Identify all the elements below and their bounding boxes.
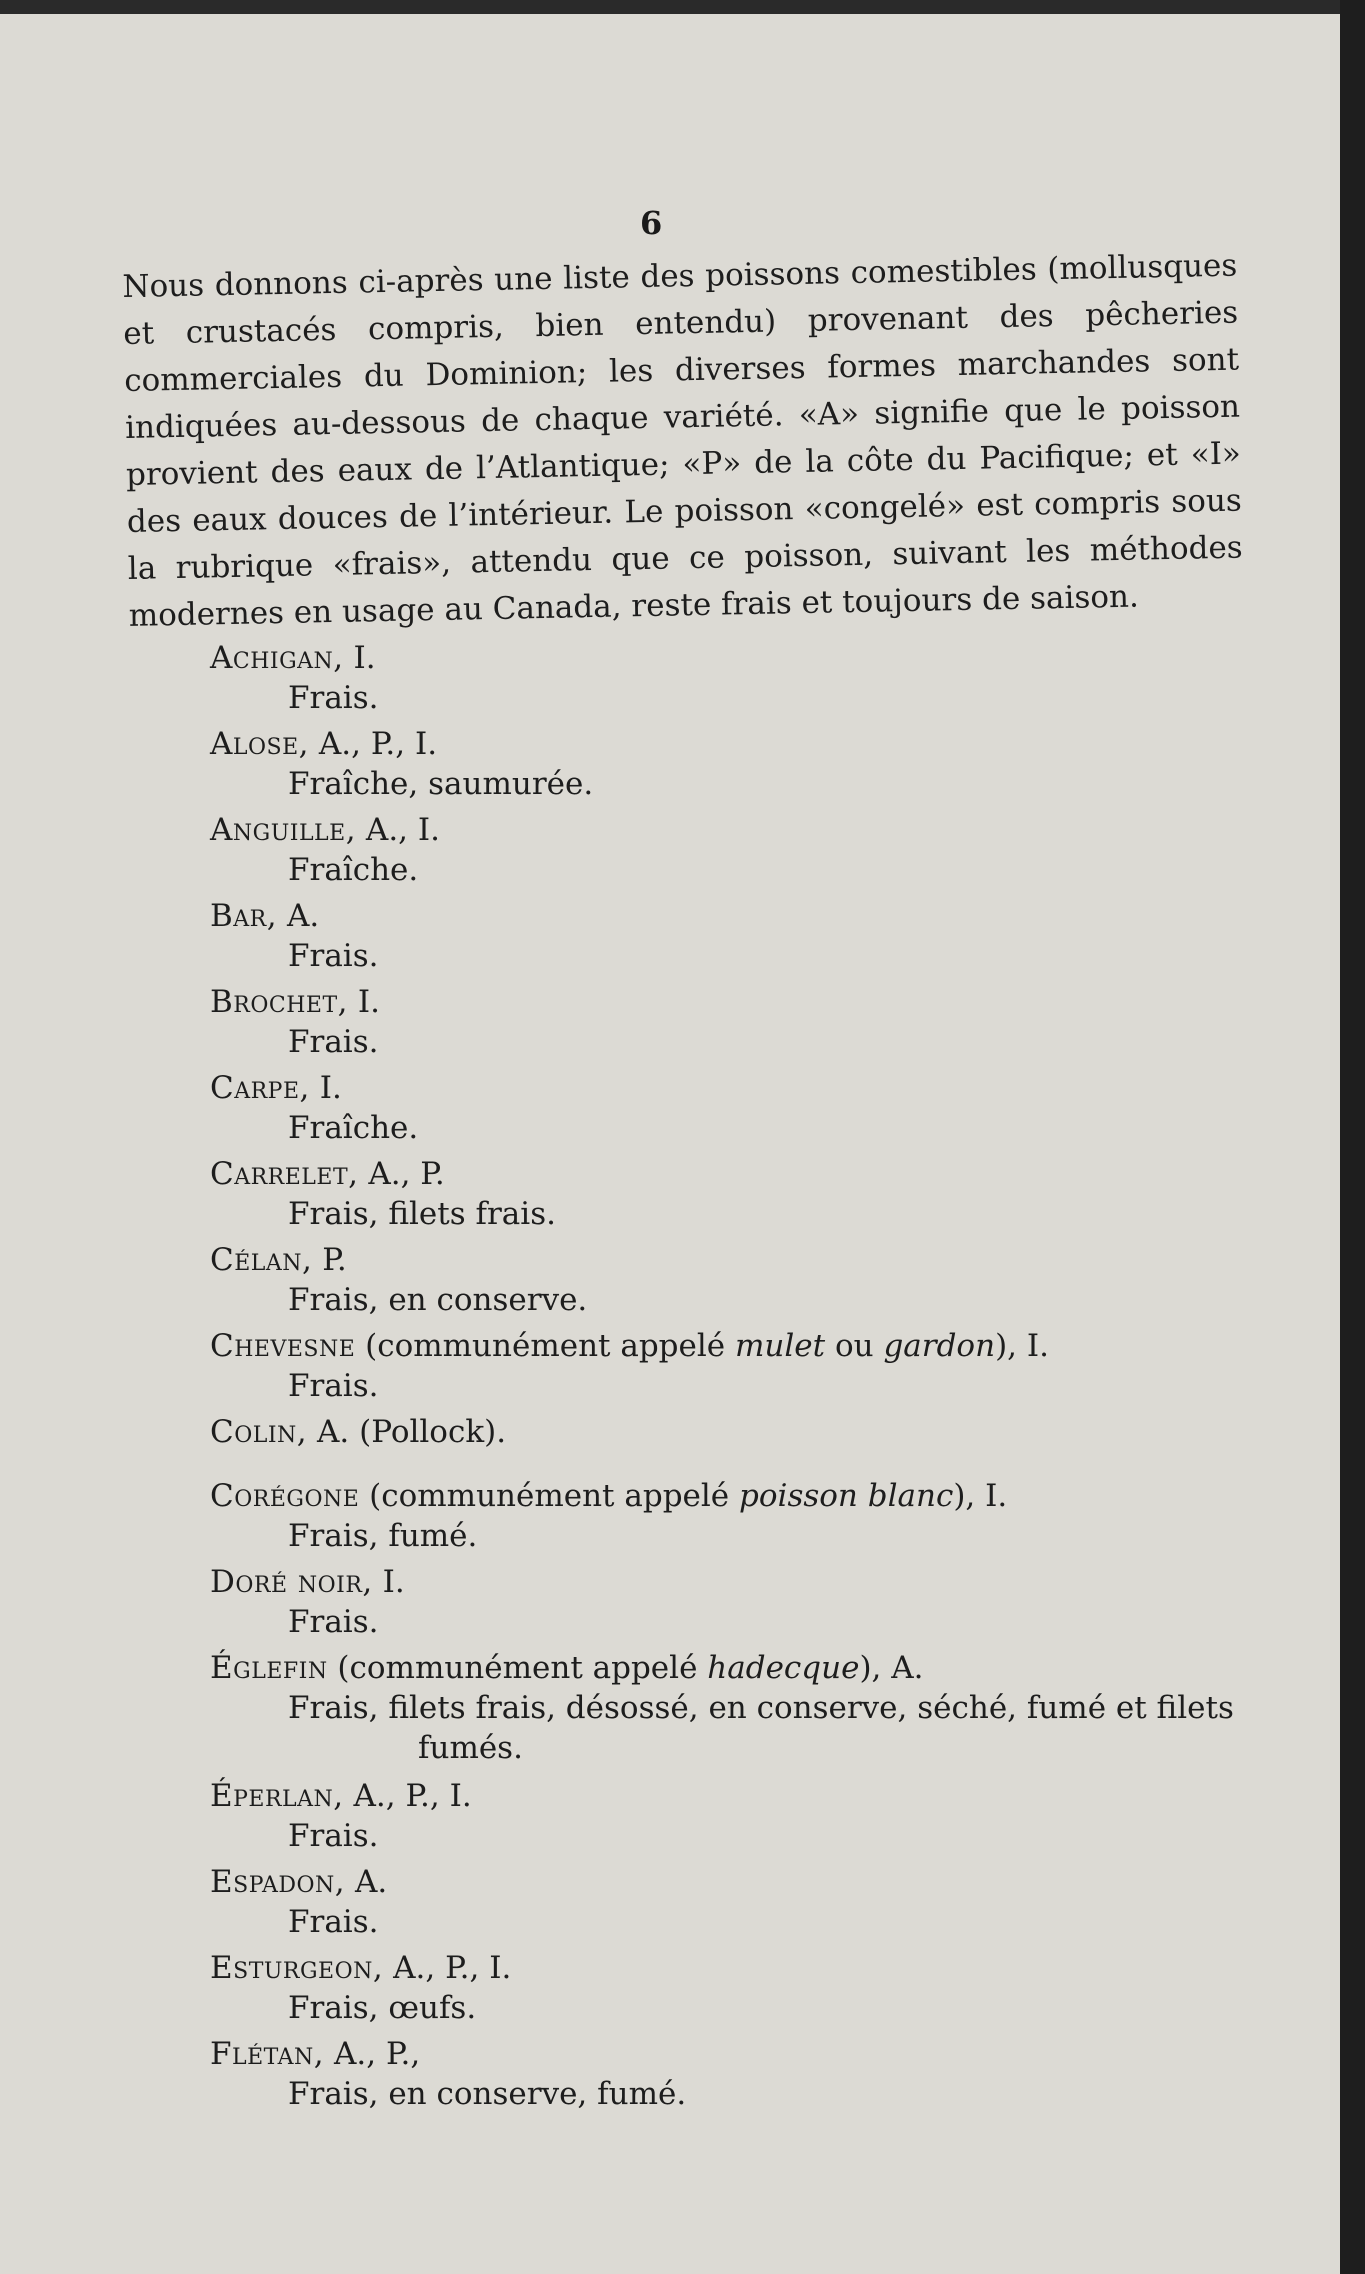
fish-name: Corégone — [210, 1478, 360, 1514]
fish-common-name: mulet — [735, 1328, 826, 1364]
fish-common-name: poisson blanc — [739, 1478, 954, 1514]
list-item — [210, 1648, 1270, 1776]
fish-list — [210, 638, 1270, 2120]
fish-name: Espadon, — [210, 1864, 346, 1900]
fish-name: Doré noir, — [210, 1564, 373, 1600]
fish-origin: A., P. — [358, 1156, 445, 1192]
fish-name: Éperlan, — [210, 1778, 344, 1814]
fish-forms: Frais. — [288, 680, 379, 716]
fish-origin: A., P., I. — [309, 726, 438, 762]
fish-origin: A., I. — [356, 812, 440, 848]
list-item — [210, 1240, 1270, 1326]
fish-forms: Frais, filets frais, désossé, en conserve, séché, fumé et filets — [288, 1690, 1234, 1726]
list-item — [210, 1476, 1270, 1562]
fish-name: Colin, — [210, 1414, 308, 1450]
fish-name: Églefin — [210, 1650, 328, 1686]
fish-note: ou — [825, 1328, 884, 1364]
fish-origin: A., P., I. — [383, 1950, 512, 1986]
fish-common-name: hadecque — [707, 1650, 860, 1686]
fish-forms: Frais. — [288, 1818, 379, 1854]
fish-note: (communément appelé — [359, 1478, 740, 1514]
fish-note: (communément appelé — [327, 1650, 708, 1686]
fish-name: Flétan, — [210, 2036, 325, 2072]
list-item — [210, 810, 1270, 896]
fish-origin: A., P., I. — [343, 1778, 472, 1814]
fish-origin: I. — [343, 640, 376, 676]
list-item — [210, 724, 1270, 810]
list-item — [210, 1776, 1270, 1862]
fish-forms: Fraîche. — [288, 1110, 419, 1146]
list-item — [210, 1412, 1270, 1476]
fish-origin: A. — [881, 1650, 924, 1686]
fish-forms: Frais, œufs. — [288, 1990, 477, 2026]
fish-name: Esturgeon, — [210, 1950, 384, 1986]
fish-forms: Frais, filets frais. — [288, 1196, 556, 1232]
fish-name: Brochet, — [210, 984, 348, 1020]
fish-origin: A. — [277, 898, 320, 934]
fish-origin: I. — [348, 984, 380, 1020]
fish-origin: A. (Pollock). — [307, 1414, 507, 1450]
fish-note: ), — [859, 1650, 882, 1686]
fish-forms: Frais. — [288, 1024, 379, 1060]
list-item — [210, 638, 1270, 724]
fish-forms: Frais. — [288, 1368, 379, 1404]
fish-name: Carrelet, — [210, 1156, 359, 1192]
fish-forms: Frais, fumé. — [288, 1518, 478, 1554]
fish-note: (communément appelé — [355, 1328, 735, 1364]
fish-name: Alose, — [210, 726, 310, 762]
fish-forms: Fraîche, saumurée. — [288, 766, 594, 802]
list-item — [210, 1948, 1270, 2034]
list-item — [210, 1154, 1270, 1240]
fish-origin: I. — [1017, 1328, 1049, 1364]
list-item — [210, 896, 1270, 982]
intro-paragraph: Nous donnons ci-après une liste des poissons comestibles (mollusques et crustacés compris, bien entendu) provenant des pêcheries commerciales du Dominion; les diverses formes marchandes sont indiquées au-dessous de chaque variété. «A» signifie que le poisson provient des eaux de l’Atlantique; «P» de la côte du Pacifique; et «I» des eaux douces de l’intérieur. Le poisson «congelé» est compris sous la rubrique «frais», attendu que ce poisson, suivant les méthodes modernes en usage au Canada, reste frais et toujours de saison. — [122, 247, 1243, 634]
list-item — [210, 1326, 1270, 1412]
page-number: 6 — [640, 204, 663, 242]
fish-name: Carpe, — [210, 1070, 310, 1106]
fish-origin: I. — [372, 1564, 405, 1600]
fish-forms: Fraîche. — [288, 852, 419, 888]
fish-note: ), — [953, 1478, 976, 1514]
fish-name: Achigan, — [210, 640, 344, 676]
fish-origin: I. — [309, 1070, 342, 1106]
fish-forms: Frais, en conserve. — [288, 1282, 588, 1318]
fish-origin: A., P., — [324, 2036, 421, 2072]
fish-forms-continued: fumés. — [418, 1730, 523, 1766]
list-item — [210, 1068, 1270, 1154]
list-item — [210, 982, 1270, 1068]
fish-forms: Frais, en conserve, fumé. — [288, 2076, 687, 2112]
fish-name: Anguille, — [210, 812, 357, 848]
fish-origin: A. — [345, 1864, 388, 1900]
fish-origin: I. — [975, 1478, 1008, 1514]
fish-name: Célan, — [210, 1242, 313, 1278]
fish-forms: Frais. — [288, 938, 379, 974]
fish-name: Chevesne — [210, 1328, 356, 1364]
fish-origin: P. — [312, 1242, 347, 1278]
fish-forms: Frais. — [288, 1604, 379, 1640]
list-item — [210, 1562, 1270, 1648]
list-item — [210, 2034, 1270, 2120]
list-item — [210, 1862, 1270, 1948]
fish-forms: Frais. — [288, 1904, 379, 1940]
fish-note: ), — [995, 1328, 1018, 1364]
fish-name: Bar, — [210, 898, 278, 934]
fish-common-name: gardon — [883, 1328, 996, 1364]
